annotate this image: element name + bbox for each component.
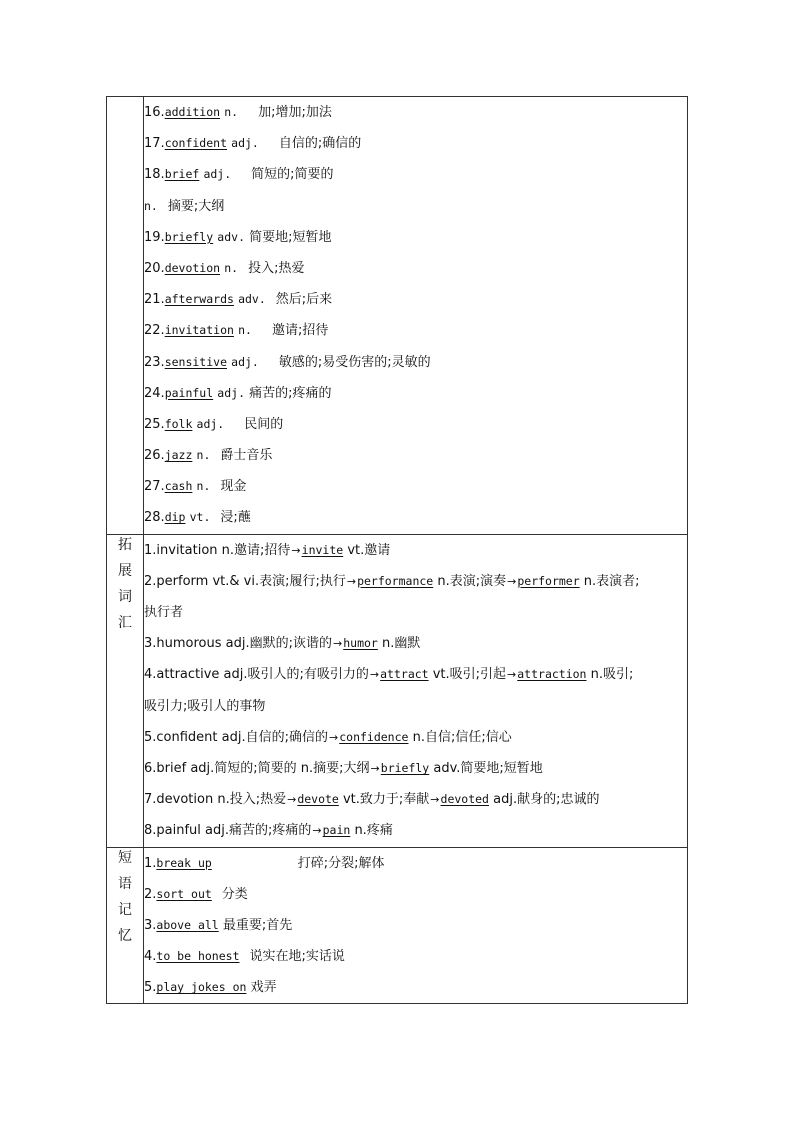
meaning: 最重要;首先 <box>222 917 293 933</box>
list-item: 23.sensitive adj. 敏感的;易受伤害的;灵敏的 <box>144 354 431 370</box>
list-item: 1.invitation n.邀请;招待→invite vt.邀请 <box>144 542 391 558</box>
side-char: 展 <box>118 562 132 579</box>
arrow-icon: → <box>329 730 339 744</box>
list-item: 21.afterwards adv. 然后;后来 <box>144 292 333 308</box>
derived-word: performance <box>357 573 434 588</box>
phrase: above all <box>156 917 219 932</box>
side-char: 语 <box>118 875 132 892</box>
word: devotion <box>164 260 221 275</box>
part-of-speech: n. <box>196 479 211 494</box>
meaning: 投入;热爱 <box>248 260 305 276</box>
word: brief <box>164 167 200 182</box>
derived-word: humor <box>343 636 378 651</box>
meaning: 民间的 <box>244 416 284 432</box>
derived-word: attraction <box>517 667 587 682</box>
list-item: 25.folk adj. 民间的 <box>144 416 284 432</box>
arrow-icon: → <box>507 574 517 588</box>
list-item: 16.addition n. 加;增加;加法 <box>144 105 332 120</box>
list-item: 27.cash n. 现金 <box>144 479 247 495</box>
arrow-icon: → <box>333 637 343 651</box>
meaning: 分类 <box>221 886 248 902</box>
meaning: 摘要;大纲 <box>167 198 225 214</box>
side-label-expand <box>107 534 144 847</box>
meaning: 敏感的;易受伤害的;灵敏的 <box>278 354 431 370</box>
list-item: 8.painful adj.痛苦的;疼痛的→pain n.疼痛 <box>144 823 393 839</box>
list-item: 3.above all 最重要;首先 <box>144 917 293 933</box>
list-item: 28.dip vt. 浸;蘸 <box>144 510 251 526</box>
list-item: 4.to be honest 说实在地;实话说 <box>144 949 345 965</box>
derived-word: devote <box>297 792 339 807</box>
phrase-list <box>144 847 688 1004</box>
arrow-icon: → <box>369 668 380 682</box>
meaning: 浸;蘸 <box>220 510 251 526</box>
list-item: 5.confident adj.自信的;确信的→confidence n.自信;信任;信心 <box>144 729 512 745</box>
part-of-speech: adj. <box>231 136 259 151</box>
side-label-phrases <box>107 847 144 1004</box>
part-of-speech: n. <box>224 105 239 119</box>
word: invitation <box>164 323 234 338</box>
meaning: 简要地;短暂地 <box>249 229 332 245</box>
arrow-icon: → <box>346 574 357 588</box>
side-char: 词 <box>118 588 132 605</box>
word: dip <box>164 510 186 525</box>
word: jazz <box>164 448 193 463</box>
section-expand-vocab <box>107 534 688 847</box>
arrow-icon: → <box>312 824 322 838</box>
word: sensitive <box>164 354 227 369</box>
list-item: 2.perform vt.& vi.表演;履行;执行→performance n.表演;演奏→performer n.表演者; <box>144 573 640 589</box>
section-words <box>107 97 688 535</box>
side-char: 拓 <box>118 536 132 553</box>
list-item: 24.painful adj. 痛苦的;疼痛的 <box>144 385 332 401</box>
derived-word: performer <box>517 573 580 588</box>
meaning: 痛苦的;疼痛的 <box>249 385 332 401</box>
meaning: 现金 <box>220 479 247 495</box>
arrow-icon: → <box>430 793 440 807</box>
list-item: 4.attractive adj.吸引人的;有吸引力的→attract vt.吸引;引起→attraction n.吸引; <box>144 667 634 683</box>
meaning: 然后;后来 <box>275 292 333 308</box>
meaning: 说实在地;实话说 <box>249 949 345 965</box>
arrow-icon: → <box>370 761 380 775</box>
list-item: 1.break up 打碎;分裂;解体 <box>144 855 385 871</box>
word: painful <box>164 385 214 400</box>
meaning: 加;增加;加法 <box>258 105 332 120</box>
derived-word: invite <box>301 542 344 557</box>
part-of-speech: adj. <box>196 416 225 431</box>
list-item: 2.sort out 分类 <box>144 886 248 902</box>
part-of-speech: adv. <box>217 229 245 244</box>
phrase: break up <box>156 855 212 870</box>
meaning: 爵士音乐 <box>220 448 273 464</box>
derived-word: briefly <box>380 760 430 775</box>
arrow-icon: → <box>291 543 301 557</box>
vocabulary-table <box>106 96 688 1004</box>
word: afterwards <box>164 292 234 307</box>
derived-word: devoted <box>440 792 489 807</box>
arrow-icon: → <box>287 793 297 807</box>
derived-word: attract <box>380 667 429 682</box>
word: folk <box>164 416 193 431</box>
list-item: 6.brief adj.简短的;简要的 n.摘要;大纲→briefly adv.简要地;短暂地 <box>144 760 543 776</box>
side-char: 忆 <box>118 927 132 944</box>
expand-list <box>144 534 688 847</box>
list-item: 执行者 <box>144 605 184 620</box>
word: cash <box>164 479 193 494</box>
phrase: to be honest <box>156 949 240 964</box>
derived-word: pain <box>322 823 351 838</box>
part-of-speech: n. <box>238 323 252 338</box>
side-char: 短 <box>118 849 132 866</box>
arrow-icon: → <box>507 668 517 682</box>
side-char: 记 <box>118 901 132 918</box>
part-of-speech: n. <box>144 198 158 213</box>
list-item: 20.devotion n. 投入;热爱 <box>144 260 305 276</box>
list-item: 3.humorous adj.幽默的;诙谐的→humor n.幽默 <box>144 636 421 652</box>
derived-word: confidence <box>339 729 409 744</box>
part-of-speech: n. <box>224 260 239 275</box>
part-of-speech: adv. <box>238 292 266 307</box>
list-item: 5.play jokes on 戏弄 <box>144 980 277 996</box>
meaning: 简短的;简要的 <box>251 167 334 183</box>
side-char: 汇 <box>118 614 132 631</box>
meaning: 戏弄 <box>250 980 277 996</box>
word-list <box>144 97 688 535</box>
list-item: 19.briefly adv. 简要地;短暂地 <box>144 229 332 245</box>
side-label-empty <box>107 97 144 535</box>
part-of-speech: adj. <box>217 385 245 400</box>
list-item: 17.confident adj. 自信的;确信的 <box>144 136 362 152</box>
list-item: 26.jazz n. 爵士音乐 <box>144 448 273 464</box>
word: briefly <box>164 229 214 244</box>
meaning: 打碎;分裂;解体 <box>297 855 385 871</box>
part-of-speech: adj. <box>203 167 232 182</box>
meaning: 自信的;确信的 <box>278 136 362 152</box>
list-item <box>144 191 687 222</box>
phrase: sort out <box>156 886 212 901</box>
part-of-speech: adj. <box>231 354 259 369</box>
phrase: play jokes on <box>156 980 247 995</box>
list-item: 18.brief adj. 简短的;简要的 <box>144 167 334 183</box>
list-item: 吸引力;吸引人的事物 <box>144 698 266 714</box>
word: addition <box>164 105 221 119</box>
list-item: 7.devotion n.投入;热爱→devote vt.致力于;奉献→devoted adj.献身的;忠诚的 <box>144 792 600 808</box>
part-of-speech: n. <box>196 448 211 463</box>
part-of-speech: vt. <box>189 510 211 525</box>
meaning: 邀请;招待 <box>271 323 329 339</box>
word: confident <box>164 136 227 151</box>
list-item: 22.invitation n. 邀请;招待 <box>144 323 329 339</box>
section-phrases <box>107 847 688 1004</box>
